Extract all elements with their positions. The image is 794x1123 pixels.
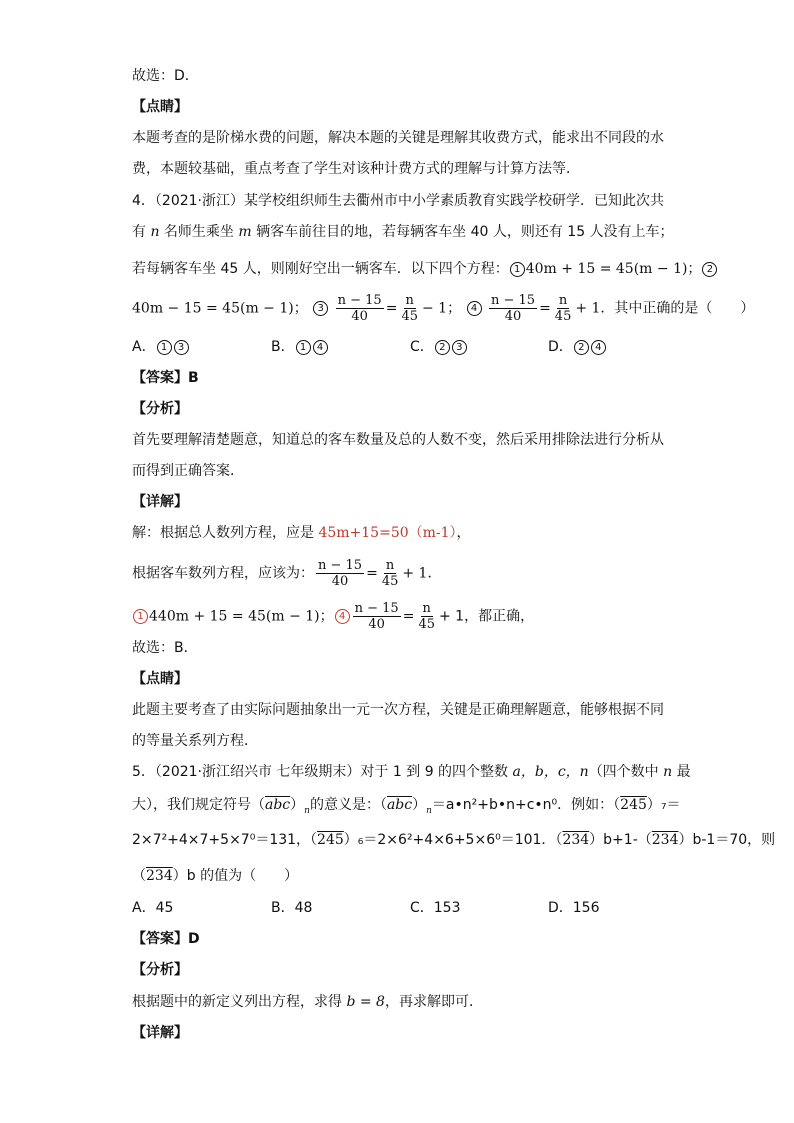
answer-heading: 【答案】D (132, 931, 200, 947)
solution-line: 根据客车数列方程，应该为： $\frac{n - 15}{40}$ = $\frac{n}{45}$ + 1． (132, 558, 442, 589)
section-heading-xiangjie: 【详解】 (132, 1025, 188, 1041)
question-4-line: 若每辆客车坐 45 人，则刚好空出一辆客车．以下四个方程： 1 40m + 15 = 45(m − 1)； 2 (132, 259, 718, 279)
fraction: $\frac{n}{45}$ (381, 558, 399, 589)
conclusion-line: 故选：D． (132, 68, 199, 84)
solution-line: 解：根据总人数列方程，应是 45m+15=50（m-1）， (132, 525, 471, 541)
fraction: $\frac{n}{45}$ (554, 293, 572, 324)
question-4-line: 有 n 名师生乘坐 m 辆客车前往目的地，若每辆客车坐 40 人，则还有 15 人没有上车； (132, 224, 674, 240)
circled-number: 1 (133, 609, 148, 624)
question-5-line: 2×7²+4×7+5×7⁰＝131，（245）₆＝2×6²+4×6+5×6⁰＝101．（234）b+1-（234）b-1＝70，则 (132, 832, 776, 848)
comment-line: 此题主要考查了由实际问题抽象出一元一次方程，关键是正确理解题意，能够根据不同 (132, 702, 664, 718)
fraction: $\frac{n - 15}{40}$ (318, 558, 363, 589)
option-a: A．45 (132, 900, 174, 916)
circled-number: 4 (335, 609, 350, 624)
circled-number: 3 (313, 301, 328, 316)
option-d: D． 2 4 (548, 337, 607, 357)
paragraph-line: 费，本题较基础，重点考查了学生对该种计费方式的理解与计算方法等． (132, 161, 580, 177)
question-5-line: 大），我们规定符号$(\overline{abc})_n$的意义是：$(\overline{abc})_n=a•n^2+b•n+c•n^0$．例如：（245）₇＝ (132, 797, 681, 816)
fraction: $\frac{n}{45}$ (401, 293, 418, 324)
section-heading-xiangjie: 【详解】 (132, 494, 188, 510)
circled-number: 1 (510, 262, 525, 277)
option-c: C．153 (410, 900, 461, 916)
section-heading-fenxi: 【分析】 (132, 962, 188, 978)
section-heading-dianjing: 【点睛】 (132, 99, 188, 115)
fraction: $\frac{n}{45}$ (418, 601, 435, 632)
circled-number: 4 (467, 301, 482, 316)
solution-line: 故选：B． (132, 640, 198, 656)
paragraph-line: 本题考查的是阶梯水费的问题，解决本题的关键是理解其收费方式，能求出不同段的水 (132, 130, 664, 146)
question-5-line: （234）b 的值为（ ） (132, 868, 299, 884)
fraction: $\frac{n - 15}{40}$ (337, 293, 382, 324)
answer-heading: 【答案】B (132, 370, 199, 386)
analysis-line: 而得到正确答案． (132, 463, 244, 479)
option-a: A． 1 3 (132, 337, 190, 357)
circled-number: 2 (702, 262, 717, 277)
option-c: C． 2 3 (410, 337, 468, 357)
question-4-equations: 40m − 15 = 45(m − 1)； 3 $\frac{n - 15}{40}$ = $\frac{n}{45}$ − 1； 4 $\frac{n - 15}{40}$ = $\frac{n}{45}$ + 1．其中正确的是（ ） (132, 293, 755, 324)
question-5-stem: 5．（2021·浙江绍兴市 七年级期末）对于 1 到 9 的四个整数 a，b，c，n（四个数中 n 最 (132, 764, 691, 780)
option-d: D．156 (548, 900, 600, 916)
comment-line: 的等量关系列方程． (132, 733, 258, 749)
analysis-line: 根据题中的新定义列出方程，求得 b = 8，再求解即可． (132, 994, 483, 1010)
question-4-stem: 4．（2021·浙江）某学校组织师生去衢州市中小学素质教育实践学校研学．已知此次共 (132, 193, 664, 209)
fraction: $\frac{n - 15}{40}$ (490, 293, 536, 324)
option-b: B．48 (271, 900, 313, 916)
analysis-line: 首先要理解清楚题意，知道总的客车数量及总的人数不变，然后采用排除法进行分析从 (132, 432, 664, 448)
section-heading-dianjing: 【点睛】 (132, 671, 188, 687)
fraction: $\frac{n - 15}{40}$ (354, 601, 399, 632)
solution-line: 1 440m + 15 = 45(m − 1)； 4 $\frac{n - 15}{40}$ = $\frac{n}{45}$ + 1，都正确， (132, 601, 534, 632)
option-b: B． 1 4 (271, 337, 329, 357)
section-heading-fenxi: 【分析】 (132, 401, 188, 417)
